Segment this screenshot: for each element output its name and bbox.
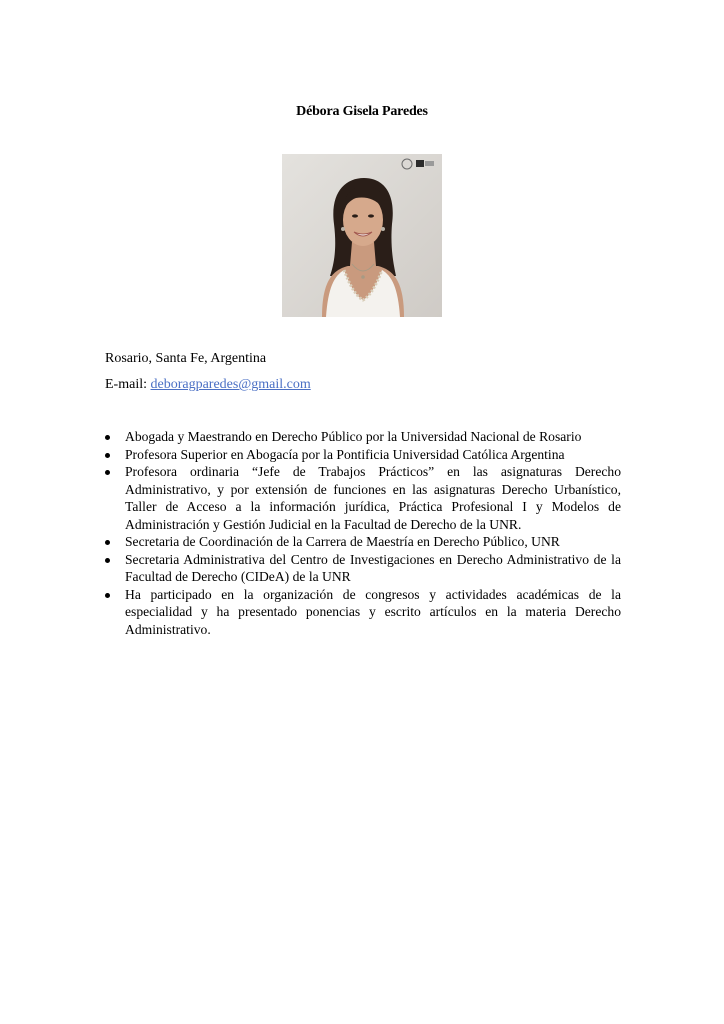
list-item	[105, 586, 621, 639]
bullet-icon	[105, 593, 110, 598]
profile-photo	[282, 154, 442, 317]
list-item-text: Profesora ordinaria “Jefe de Trabajos Prácticos” en las asignaturas Derecho Administrativo, y por extensión de funciones en las asignaturas Derecho Urbanístico, Taller de Acceso a la información jurídica, Práctica Profesional I y Modelos de Administración y Gestión Judicial en la Facultad de Derecho de la UNR.	[125, 464, 621, 532]
bullet-icon	[105, 435, 110, 440]
list-item-text: Secretaria de Coordinación de la Carrera de Maestría en Derecho Público, UNR	[125, 534, 560, 549]
list-item	[105, 428, 621, 446]
bullet-icon	[105, 558, 110, 563]
list-item-text: Profesora Superior en Abogacía por la Pontificia Universidad Católica Argentina	[125, 446, 565, 462]
location-text: Rosario, Santa Fe, Argentina	[105, 351, 267, 366]
list-item	[105, 551, 621, 586]
list-item-text: Secretaria Administrativa del Centro de Investigaciones en Derecho Administrativo de la Facultad de Derecho (CIDeA) de la UNR	[125, 551, 621, 584]
bullet-icon	[105, 540, 110, 545]
list-item	[105, 463, 621, 533]
email-line	[105, 377, 311, 393]
list-item-text: Abogada y Maestrando en Derecho Público por la Universidad Nacional de Rosario	[125, 429, 582, 444]
list-item	[105, 533, 621, 551]
email-label: E-mail:	[105, 377, 147, 392]
bullet-icon	[105, 470, 110, 475]
list-item-text: Ha participado en la organización de congresos y actividades académicas de la especialidad y ha presentado ponencias y escrito artículos en la materia Derecho Administrativo.	[125, 586, 621, 637]
bullet-icon	[105, 453, 110, 458]
email-link[interactable]: deboragparedes@gmail.com	[150, 377, 311, 392]
document-title: Débora Gisela Paredes	[296, 104, 428, 119]
bullet-list	[105, 428, 621, 638]
list-item	[105, 446, 621, 464]
